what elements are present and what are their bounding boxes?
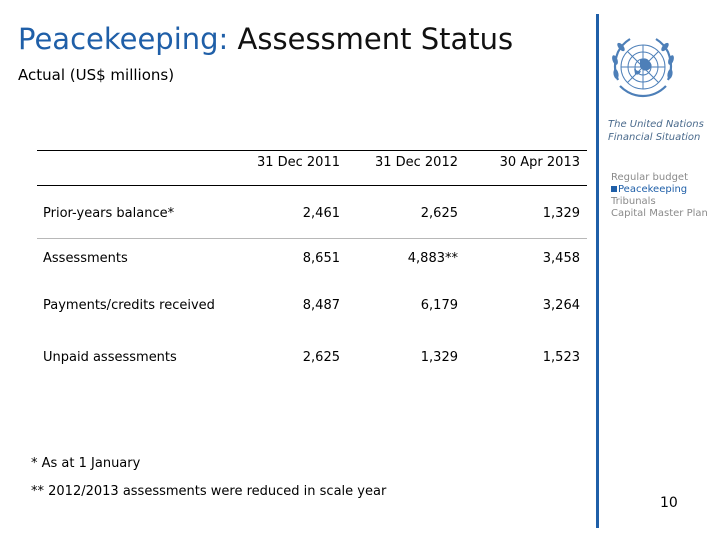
nav-item-label: Peacekeeping [618, 184, 688, 195]
un-emblem-icon [606, 30, 680, 104]
table-cell: 3,264 [542, 298, 580, 313]
column-header: 31 Dec 2012 [374, 155, 458, 170]
column-header: 30 Apr 2013 [499, 155, 580, 170]
row-label: Prior-years balance* [43, 206, 175, 221]
row-label: Unpaid assessments [43, 350, 177, 365]
table-cell: 8,651 [302, 251, 340, 266]
table-cell: 2,461 [302, 206, 340, 221]
table-cell: 3,458 [542, 251, 580, 266]
row-label: Assessments [43, 251, 128, 266]
footnote: * As at 1 January [31, 456, 141, 471]
table-cell: 2,625 [302, 350, 340, 365]
page-number: 10 [660, 495, 678, 511]
nav-item-regular-budget[interactable]: Regular budget [611, 172, 688, 183]
section-nav [611, 172, 708, 220]
active-marker-icon [611, 186, 617, 192]
title-part-1: Peacekeeping: [18, 22, 229, 56]
table-cell: 4,883** [407, 251, 458, 266]
table-cell: 6,179 [420, 298, 458, 313]
column-header: 31 Dec 2011 [256, 155, 340, 170]
row-label: Payments/credits received [43, 298, 215, 313]
slide-subtitle: Actual (US$ millions) [18, 66, 175, 84]
nav-item-capital-master-plan[interactable]: Capital Master Plan [611, 208, 708, 219]
table-cell: 1,329 [542, 206, 580, 221]
footnote: ** 2012/2013 assessments were reduced in scale year [31, 484, 387, 499]
nav-item-peacekeeping[interactable] [611, 184, 708, 196]
title-part-2: Assessment Status [237, 22, 514, 56]
sidebar-heading: The United Nations Financial Situation [608, 119, 704, 143]
header-rule [37, 185, 587, 186]
nav-item-tribunals[interactable]: Tribunals [611, 196, 656, 207]
table-cell: 1,329 [420, 350, 458, 365]
table-top-rule [37, 150, 587, 151]
slide-title [18, 22, 513, 56]
table-cell: 1,523 [542, 350, 580, 365]
row-divider [37, 238, 587, 239]
vertical-divider [596, 14, 599, 528]
table-cell: 8,487 [302, 298, 340, 313]
table-cell: 2,625 [420, 206, 458, 221]
